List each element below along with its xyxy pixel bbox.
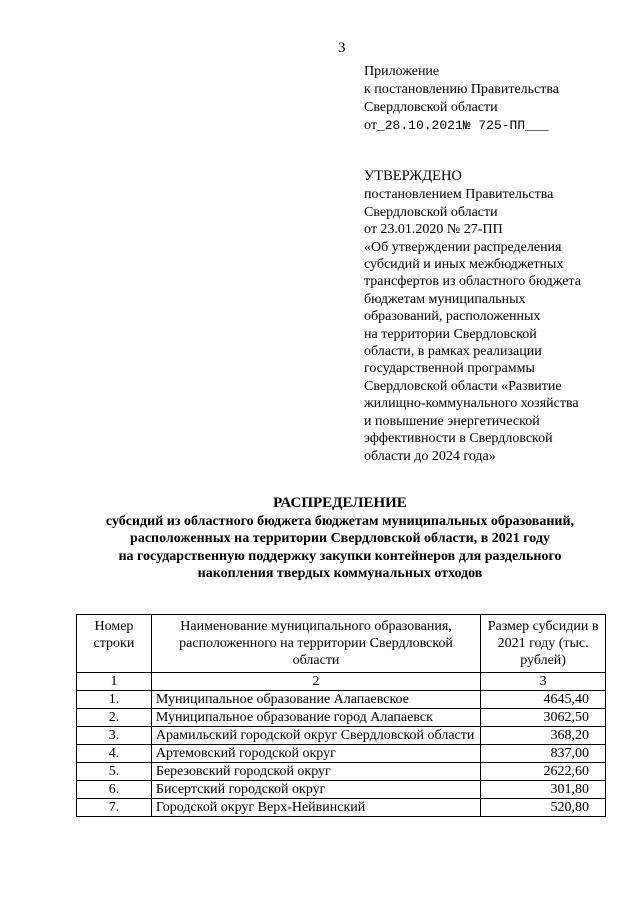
header-subsidy-amount: Размер субсидии в 2021 году (тыс. рублей) bbox=[481, 615, 606, 673]
row-number: 6. bbox=[77, 781, 152, 799]
appendix-line: к постановлению Правительства bbox=[364, 82, 560, 97]
municipality-name: Березовский городской округ bbox=[151, 763, 480, 781]
subsidy-amount: 520,80 bbox=[481, 799, 606, 817]
document-title bbox=[60, 495, 620, 583]
column-number: 2 bbox=[151, 673, 480, 691]
subsidy-amount: 4645,40 bbox=[481, 691, 606, 709]
subsidy-table bbox=[76, 614, 606, 817]
appendix-date-line bbox=[364, 117, 559, 135]
column-number: 1 bbox=[77, 673, 152, 691]
table-row bbox=[77, 691, 606, 709]
municipality-name: Муниципальное образование город Алапаевск bbox=[151, 709, 480, 727]
table-row bbox=[77, 709, 606, 727]
municipality-name: Арамильский городской округ Свердловской области bbox=[151, 727, 480, 745]
row-number: 3. bbox=[77, 727, 152, 745]
row-number: 7. bbox=[77, 799, 152, 817]
municipality-name: Муниципальное образование Алапаевское bbox=[151, 691, 480, 709]
approval-block bbox=[364, 168, 614, 465]
appendix-line: Приложение bbox=[364, 64, 440, 79]
subsidy-amount: 3062,50 bbox=[481, 709, 606, 727]
approval-heading: УТВЕРЖДЕНО bbox=[364, 168, 462, 184]
title-line: расположенных на территории Свердловской области, в 2021 году bbox=[130, 531, 550, 546]
column-number: 3 bbox=[481, 673, 606, 691]
title-line: на государственную поддержку закупки контейнеров для раздельного bbox=[118, 548, 562, 564]
table-row bbox=[77, 781, 606, 799]
subsidy-amount: 837,00 bbox=[481, 745, 606, 763]
table-row bbox=[77, 799, 606, 817]
appendix-block bbox=[364, 63, 559, 135]
header-row-number: Номер строки bbox=[77, 615, 152, 673]
municipality-name: Городской округ Верх-Нейвинский bbox=[151, 799, 480, 817]
approval-text: постановлением Правительства Свердловской области от 23.01.2020 № 27-ПП «Об утверждении распределения субсидий и иных межбюджетных трансфертов из областного бюджета бюджетам муниципальных образований, расположенных на территории Свердловской области, в рамках реализации государственной программы Свердловской области «Развитие жилищно-коммунального хозяйства и повышение энергетической эффективности в Свердловской области до 2024 года» bbox=[364, 187, 581, 464]
subsidy-amount: 301,80 bbox=[481, 781, 606, 799]
municipality-name: Артемовский городской округ bbox=[151, 745, 480, 763]
table-row bbox=[77, 763, 606, 781]
appendix-line: Свердловской области bbox=[364, 100, 498, 115]
row-number: 2. bbox=[77, 709, 152, 727]
subsidy-amount: 368,20 bbox=[481, 727, 606, 745]
resolution-date-number: _28.10.2021№ 725-ПП___ bbox=[376, 118, 549, 133]
row-number: 1. bbox=[77, 691, 152, 709]
column-number-row bbox=[77, 673, 606, 691]
title-line: накопления твердых коммунальных отходов bbox=[197, 566, 483, 581]
page-number: 3 bbox=[338, 40, 346, 56]
table-row bbox=[77, 745, 606, 763]
row-number: 5. bbox=[77, 763, 152, 781]
header-municipality: Наименование муниципального образования, расположенного на территории Свердловской области bbox=[151, 615, 480, 673]
municipality-name: Бисертский городской округ bbox=[151, 781, 480, 799]
date-prefix: от bbox=[364, 118, 377, 133]
table-header-row bbox=[77, 615, 606, 673]
subsidy-amount: 2622,60 bbox=[481, 763, 606, 781]
title-main: РАСПРЕДЕЛЕНИЕ bbox=[273, 495, 407, 511]
row-number: 4. bbox=[77, 745, 152, 763]
title-line: субсидий из областного бюджета бюджетам муниципальных образований, bbox=[105, 513, 575, 529]
table-row bbox=[77, 727, 606, 745]
